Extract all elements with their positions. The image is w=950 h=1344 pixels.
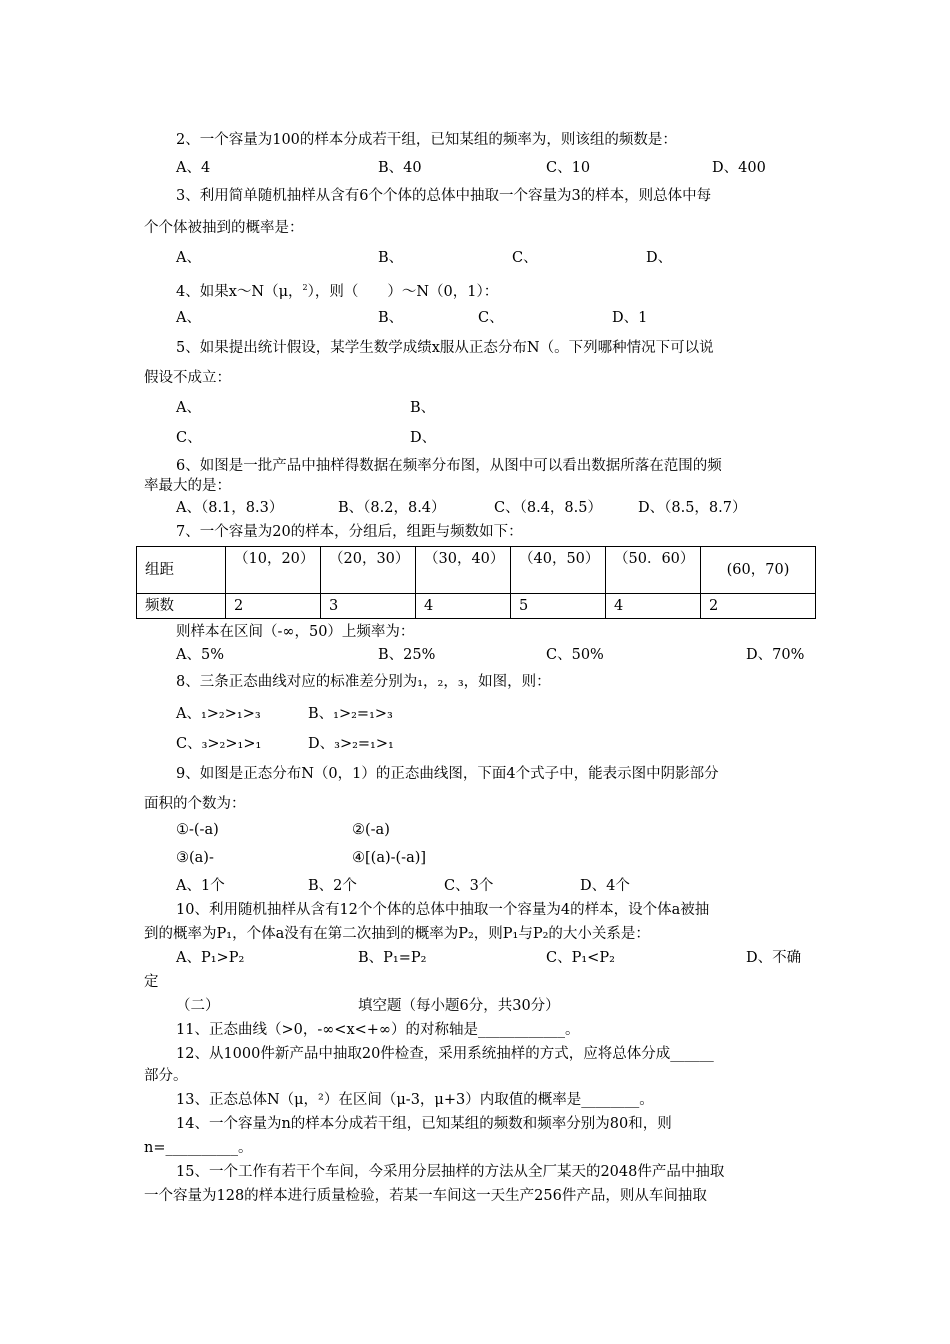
frequency-table: [136, 546, 816, 619]
q7-stem: 7、一个容量为20的样本，分组后，组距与频数如下：: [176, 524, 523, 540]
q7-option-c: C、50%: [546, 647, 604, 663]
q9-option-b: B、2个: [308, 878, 357, 894]
q2-option-c: C、10: [546, 160, 591, 176]
q3-option-b: B、: [378, 250, 404, 266]
q9-option-a: A、1个: [176, 878, 225, 894]
q3-stem-line2: 个个体被抽到的概率是：: [144, 220, 304, 236]
q4-option-c: C、: [478, 310, 504, 326]
q10-option-c: C、P₁<P₂: [546, 950, 615, 966]
q15-line2: 一个容量为128的样本进行质量检验，若某一车间这一天生产256件产品，则从车间抽取: [144, 1188, 707, 1204]
q8-option-c: C、₃>₂>₁>₁: [176, 736, 262, 752]
q11: 11、正态曲线（>0，-∞<x<+∞）的对称轴是____________。: [176, 1022, 580, 1038]
q10-option-d-wrap: 定: [144, 974, 159, 990]
q14-line1: 14、一个容量为n的样本分成若干组，已知某组的频数和频率分别为80和，则: [176, 1116, 672, 1132]
q7-after: 则样本在区间（-∞，50）上频率为：: [176, 624, 415, 640]
q14-line2: n=__________。: [144, 1140, 253, 1156]
q9-option-d: D、4个: [580, 878, 630, 894]
table-header-cell: （50．60）: [606, 547, 701, 594]
q6-option-d: D、（8.5，8.7）: [638, 500, 747, 516]
section-title: 填空题（每小题6分，共30分）: [358, 998, 560, 1014]
table-row: [137, 594, 816, 619]
table-row: [137, 547, 816, 594]
q5-stem-line2: 假设不成立：: [144, 370, 231, 386]
q4-option-b: B、: [378, 310, 404, 326]
q7-option-b: B、25%: [378, 647, 436, 663]
q9-stem-line1: 9、如图是正态分布N（0，1）的正态曲线图，下面4个式子中，能表示图中阴影部分: [176, 766, 719, 782]
table-cell: 4: [606, 594, 701, 619]
q9-expression-4: ④[(a)-(-a)]: [352, 850, 427, 866]
q5-option-b: B、: [410, 400, 436, 416]
table-header-cell: 组距: [137, 547, 226, 594]
table-cell: 4: [416, 594, 511, 619]
q8-option-d: D、₃>₂=₁>₁: [308, 736, 394, 752]
table-cell: 2: [226, 594, 321, 619]
q9-expression-3: ③(a)-: [176, 850, 214, 866]
q7-option-d: D、70%: [746, 647, 805, 663]
table-header-cell: （20，30）: [321, 547, 416, 594]
q2-option-b: B、40: [378, 160, 422, 176]
q3-option-a: A、: [176, 250, 201, 266]
q6-option-a: A、（8.1，8.3）: [176, 500, 284, 516]
q4-stem-b: ），则（ ）～N（0，1）：: [307, 283, 499, 300]
table-cell: 频数: [137, 594, 226, 619]
q13: 13、正态总体N（μ，²）在区间（μ-3，μ+3）内取值的概率是________。: [176, 1092, 654, 1108]
q8-option-b: B、₁>₂=₁>₃: [308, 706, 393, 722]
q10-option-d: D、不确: [746, 950, 802, 966]
q3-option-d: D、: [646, 250, 673, 266]
table-header-cell: (60，70): [701, 547, 816, 594]
table-cell: 2: [701, 594, 816, 619]
table-header-cell: （30，40）: [416, 547, 511, 594]
q3-option-c: C、: [512, 250, 538, 266]
q12-line2: 部分。: [144, 1068, 188, 1084]
q4-stem-a: 4、如果x～N（μ，: [176, 283, 303, 300]
q4-superscript: 2: [302, 283, 308, 292]
q9-option-c: C、3个: [444, 878, 494, 894]
q5-option-a: A、: [176, 400, 201, 416]
q4-option-a: A、: [176, 310, 201, 326]
q10-stem-line2: 到的概率为P₁，个体a没有在第二次抽到的概率为P₂，则P₁与P₂的大小关系是：: [144, 926, 650, 942]
q8-option-a: A、₁>₂>₁>₃: [176, 706, 261, 722]
q15-line1: 15、一个工作有若干个车间，今采用分层抽样的方法从全厂某天的2048件产品中抽取: [176, 1164, 725, 1180]
q7-option-a: A、5%: [176, 647, 224, 663]
q5-stem-line1: 5、如果提出统计假设，某学生数学成绩x服从正态分布N（。下列哪种情况下可以说: [176, 340, 714, 356]
section-number: （二）: [176, 998, 220, 1014]
q8-stem: 8、三条正态曲线对应的标准差分别为₁，₂，₃，如图，则：: [176, 674, 551, 690]
q9-expression-2: ②(-a): [352, 822, 390, 838]
q6-option-b: B、（8.2，8.4）: [338, 500, 446, 516]
q2-option-d: D、400: [712, 160, 766, 176]
q4-option-d: D、1: [612, 310, 648, 326]
q6-option-c: C、（8.4，8.5）: [494, 500, 602, 516]
table-header-cell: （10，20）: [226, 547, 321, 594]
q6-stem-line2: 率最大的是：: [144, 478, 231, 494]
q12-line1: 12、从1000件新产品中抽取20件检查，采用系统抽样的方式，应将总体分成______: [176, 1046, 714, 1062]
q10-option-b: B、P₁=P₂: [358, 950, 427, 966]
table-cell: 3: [321, 594, 416, 619]
q4-stem: [176, 278, 498, 302]
q9-stem-line2: 面积的个数为：: [144, 796, 246, 812]
q2-stem: 2、一个容量为100的样本分成若干组，已知某组的频率为，则该组的频数是：: [176, 132, 677, 148]
q6-stem-line1: 6、如图是一批产品中抽样得数据在频率分布图，从图中可以看出数据所落在范围的频: [176, 458, 722, 474]
table-header-cell: （40，50）: [511, 547, 606, 594]
q10-stem-line1: 10、利用随机抽样从含有12个个体的总体中抽取一个容量为4的样本，设个体a被抽: [176, 902, 710, 918]
q5-option-c: C、: [176, 430, 202, 446]
q5-option-d: D、: [410, 430, 437, 446]
q3-stem-line1: 3、利用简单随机抽样从含有6个个体的总体中抽取一个容量为3的样本，则总体中每: [176, 188, 712, 204]
q10-option-a: A、P₁>P₂: [176, 950, 245, 966]
table-cell: 5: [511, 594, 606, 619]
q9-expression-1: ①-(-a): [176, 822, 219, 838]
q2-option-a: A、4: [176, 160, 211, 176]
